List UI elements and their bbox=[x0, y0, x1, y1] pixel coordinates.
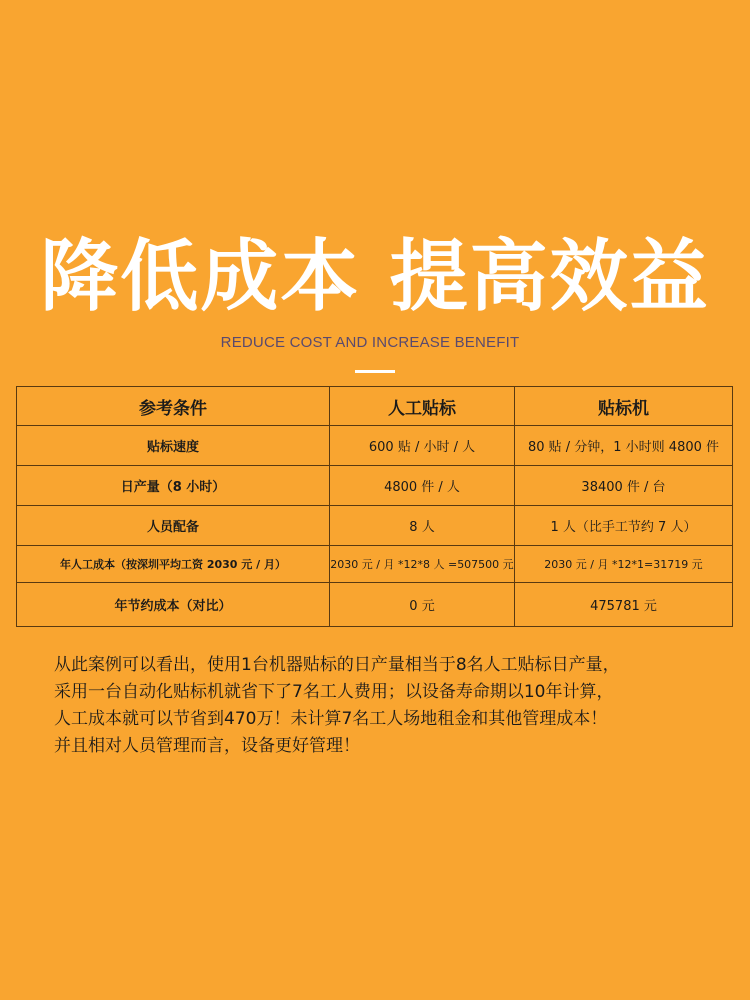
table-row bbox=[17, 546, 733, 583]
machine-cell: 38400 件 / 台 bbox=[515, 466, 733, 506]
header-cell: 贴标机 bbox=[515, 387, 733, 426]
row-label: 贴标速度 bbox=[17, 426, 330, 466]
machine-cell: 475781 元 bbox=[515, 583, 733, 627]
machine-cell: 80 贴 / 分钟，1 小时则 4800 件 bbox=[515, 426, 733, 466]
manual-cell: 8 人 bbox=[330, 506, 515, 546]
comparison-table bbox=[16, 386, 733, 627]
manual-cell: 4800 件 / 人 bbox=[330, 466, 515, 506]
row-label: 日产量（8 小时） bbox=[17, 466, 330, 506]
divider bbox=[355, 370, 395, 373]
table-row bbox=[17, 426, 733, 466]
summary-line: 从此案例可以看出，使用1台机器贴标的日产量相当于8名人工贴标日产量， bbox=[54, 655, 620, 675]
table-header-row bbox=[17, 387, 733, 426]
table-row bbox=[17, 506, 733, 546]
headline: 降低成本 提高效益 bbox=[40, 232, 710, 322]
manual-cell: 2030 元 / 月 *12*8 人 =507500 元 bbox=[330, 546, 515, 583]
machine-cell: 1 人（比手工节约 7 人） bbox=[515, 506, 733, 546]
row-label: 年人工成本（按深圳平均工资 2030 元 / 月） bbox=[17, 546, 330, 583]
table-row bbox=[17, 466, 733, 506]
summary-line: 采用一台自动化贴标机就省下了7名工人费用；以设备寿命期以10年计算， bbox=[54, 682, 614, 702]
row-label: 人员配备 bbox=[17, 506, 330, 546]
row-label: 年节约成本（对比） bbox=[17, 583, 330, 627]
summary-paragraph bbox=[54, 652, 714, 760]
machine-cell: 2030 元 / 月 *12*1=31719 元 bbox=[515, 546, 733, 583]
summary-line: 人工成本就可以节省到470万！未计算7名工人场地租金和其他管理成本！ bbox=[54, 709, 608, 729]
manual-cell: 0 元 bbox=[330, 583, 515, 627]
header-cell: 参考条件 bbox=[17, 387, 330, 426]
summary-line: 并且相对人员管理而言，设备更好管理！ bbox=[54, 736, 360, 756]
subtitle: REDUCE COST AND INCREASE BENEFIT bbox=[220, 334, 520, 351]
manual-cell: 600 贴 / 小时 / 人 bbox=[330, 426, 515, 466]
header-cell: 人工贴标 bbox=[330, 387, 515, 426]
table-row bbox=[17, 583, 733, 627]
